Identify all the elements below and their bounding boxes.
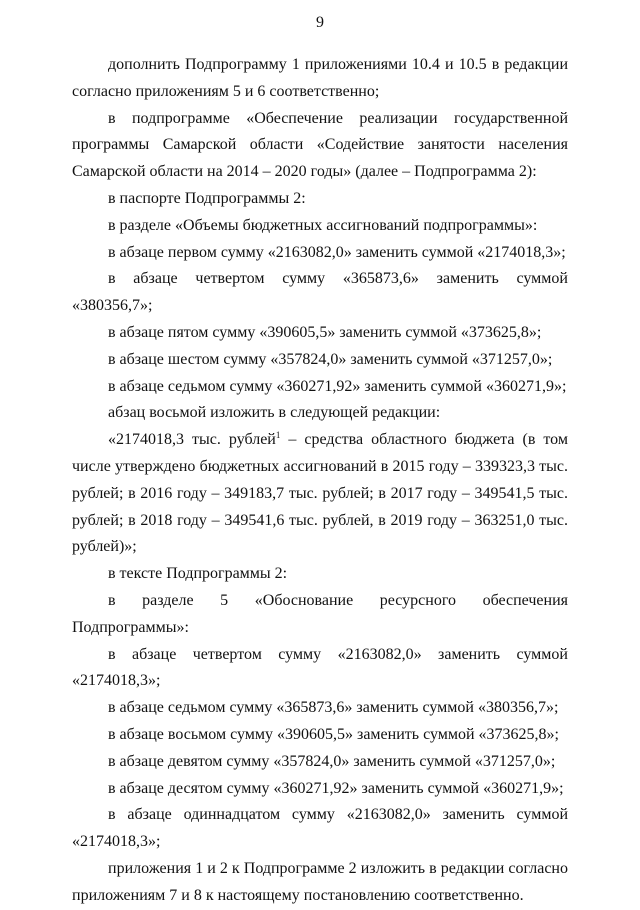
paragraph: абзац восьмой изложить в следующей редакции: [108,404,441,422]
page-number: 9 [316,14,324,31]
paragraph: в абзаце первом сумму «2163082,0» заменить суммой «2174018,3»; [108,243,566,261]
paragraph: в абзаце пятом сумму «390605,5» заменить суммой «373625,8»; [108,323,542,341]
footnote-mark: 1 [275,430,281,441]
paragraph: в абзаце десятом сумму «360271,92» заменить суммой «360271,9»; [108,779,564,797]
paragraph: в тексте Подпрограммы 2: [108,565,288,583]
paragraph: в подпрограмме «Обеспечение реализации государственной программы Самарской области «Содействие занятости населения Самарской области на 2014 – 2020 годы» (далее – Подпрограмма 2): [72,109,568,181]
paragraph: в абзаце седьмом сумму «360271,92» заменить суммой «360271,9»; [108,377,567,395]
quote-text-start: «2174018,3 тыс. рублей [108,431,276,449]
paragraph: в абзаце седьмом сумму «365873,6» заменить суммой «380356,7»; [108,699,559,717]
paragraph: в абзаце одиннадцатом сумму «2163082,0» заменить суммой «2174018,3»; [72,806,568,851]
paragraph: в абзаце девятом сумму «357824,0» заменить суммой «371257,0»; [108,752,556,770]
paragraph: в разделе «Объемы бюджетных ассигнований подпрограммы»: [108,216,538,234]
paragraph: приложения 1 и 2 к Подпрограмме 2 изложить в редакции согласно приложениям 7 и 8 к настоящему постановлению соответственно. [72,859,568,904]
paragraph: в абзаце шестом сумму «357824,0» заменить суммой «371257,0»; [108,350,553,368]
quote-text-end: – средства областного бюджета (в том числе утверждено бюджетных ассигнований в 2015 году – 339323,3 тыс. рублей; в 2016 году – 349183,7 тыс. рублей; в 2017 году – 349541,5 тыс. рублей; в 2018 году – 349541,6 тыс. рублей, в 2019 году – 363251,0 тыс. рублей)»; [72,431,568,556]
paragraph: дополнить Подпрограмму 1 приложениями 10.4 и 10.5 в редакции согласно приложениям 5 и 6 соответственно; [72,56,568,100]
document-body [72,52,568,910]
paragraph: в паспорте Подпрограммы 2: [108,189,306,207]
paragraph: в абзаце восьмом сумму «390605,5» заменить суммой «373625,8»; [108,725,559,743]
paragraph: в разделе 5 «Обоснование ресурсного обеспечения Подпрограммы»: [72,591,568,636]
paragraph: в абзаце четвертом сумму «2163082,0» заменить суммой «2174018,3»; [72,645,568,690]
paragraph: в абзаце четвертом сумму «365873,6» заменить суммой «380356,7»; [72,270,568,315]
quoted-paragraph [72,427,568,561]
